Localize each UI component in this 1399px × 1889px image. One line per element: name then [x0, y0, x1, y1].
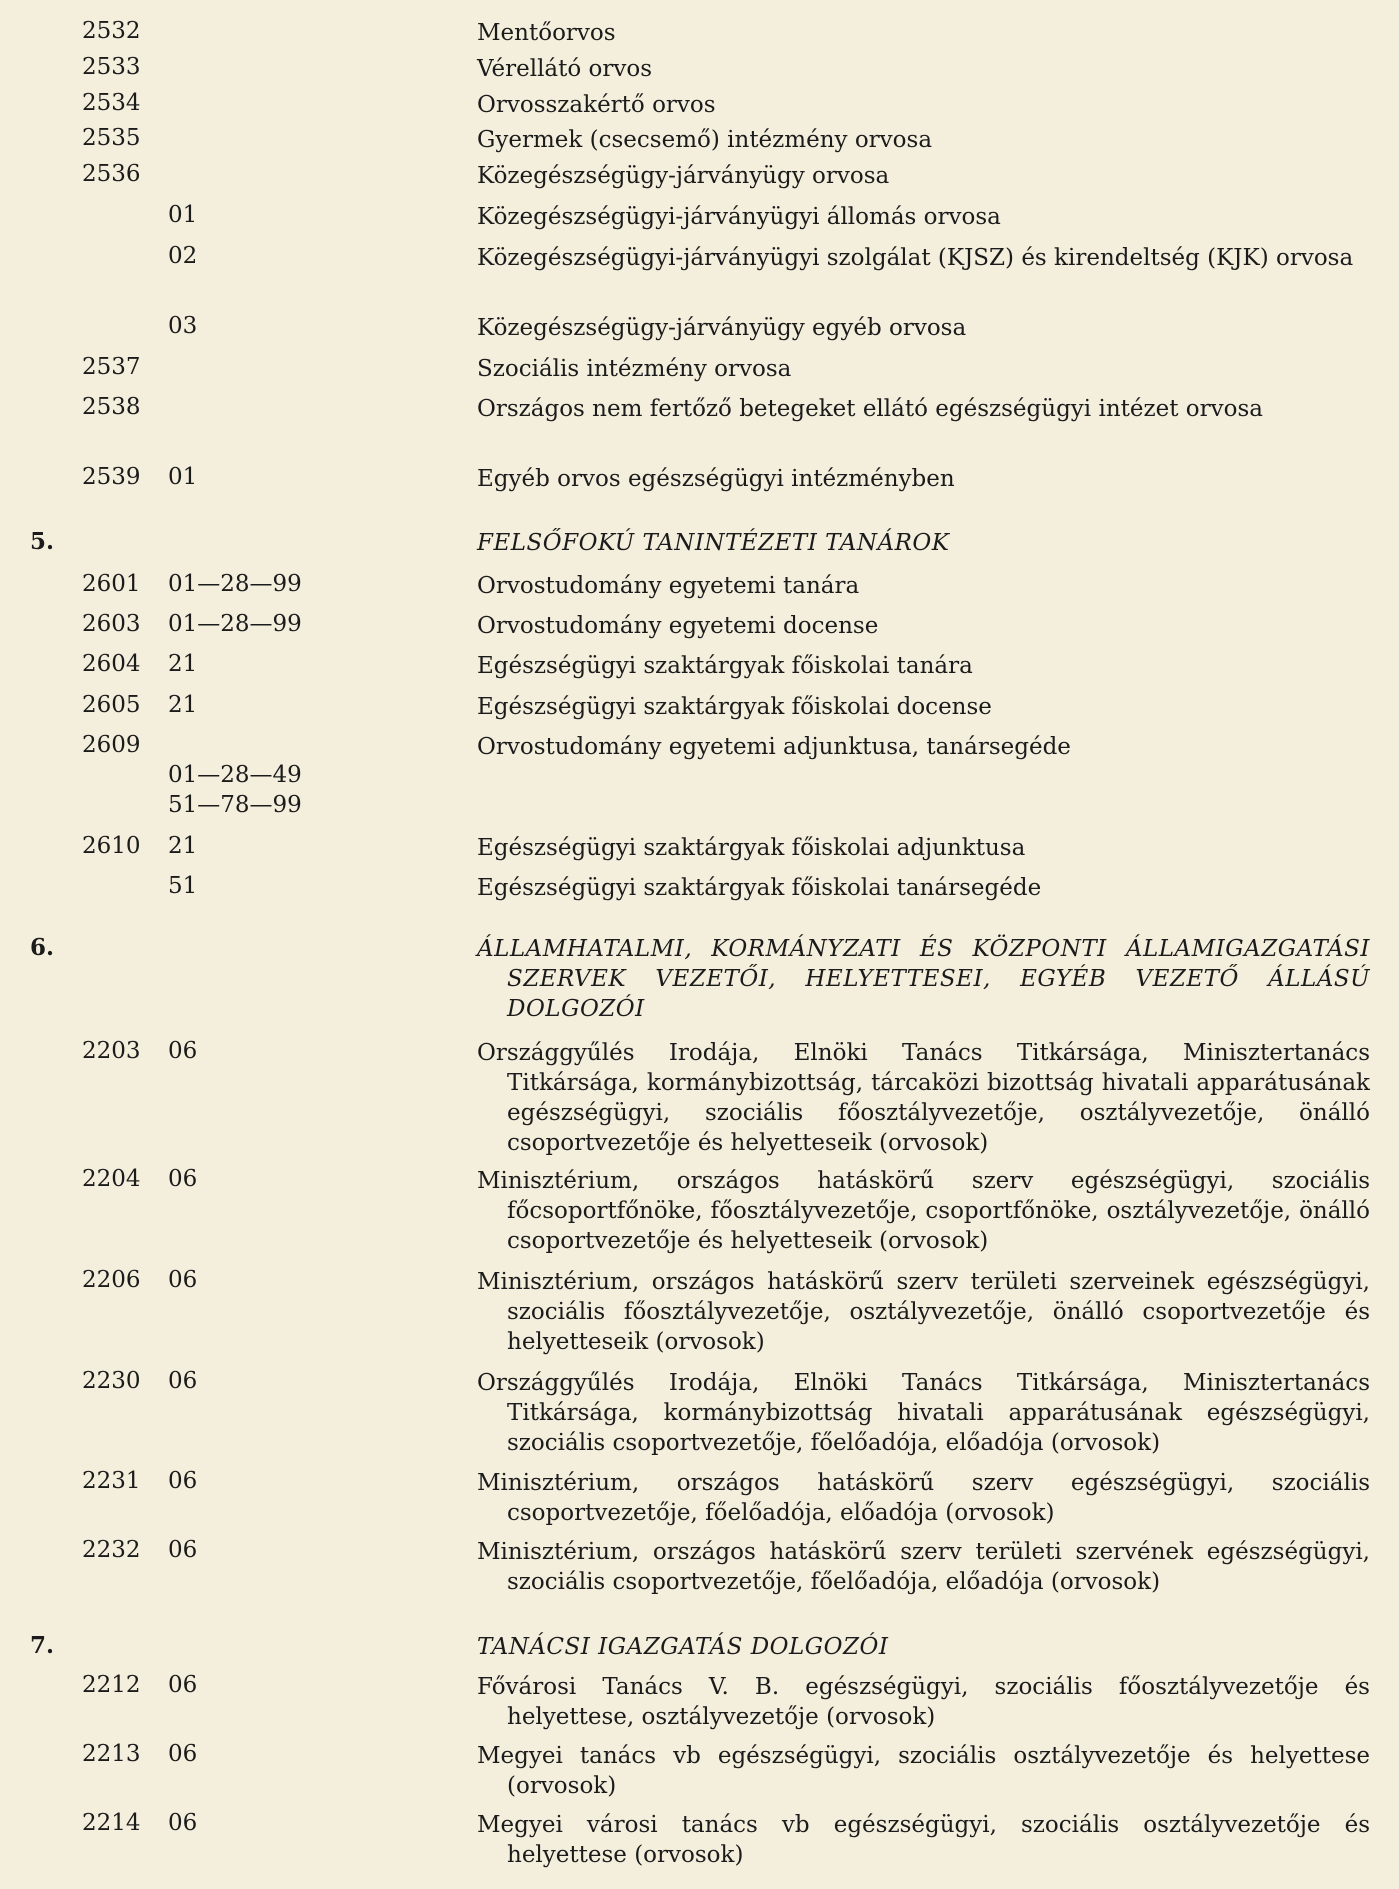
- description: Országgyűlés Irodája, Elnöki Tanács Titkársága, Minisztertanács Titkársága, kormánybizottság hivatali apparátusának egészségügyi, szociális csoportvezetője, főelőadója, előadója (orvosok): [477, 1370, 1370, 1456]
- code: 2232: [82, 1537, 141, 1563]
- code: 2206: [82, 1267, 141, 1293]
- subcode: 01—28—99: [168, 611, 302, 637]
- code: 2605: [82, 692, 141, 718]
- description: Egészségügyi szaktárgyak főiskolai tanára: [477, 653, 973, 679]
- description: Minisztérium, országos hatáskörű szerv területi szervének egészségügyi, szociális csoportvezetője, főelőadója, előadója (orvosok): [477, 1539, 1370, 1595]
- description: Egyéb orvos egészségügyi intézményben: [477, 466, 955, 492]
- description: Országos nem fertőző betegeket ellátó egészségügyi intézet orvosa: [477, 396, 1263, 422]
- description: Minisztérium, országos hatáskörű szerv területi szerveinek egészségügyi, szociális főosztályvezetője, osztályvezetője, önálló csoportvezetője és helyetteseik (orvosok): [477, 1269, 1370, 1355]
- description: Egészségügyi szaktárgyak főiskolai docense: [477, 694, 992, 720]
- description: Fővárosi Tanács V. B. egészségügyi, szociális főosztályvezetője és helyettese, osztályvezetője (orvosok): [477, 1674, 1370, 1730]
- subcode: 02: [168, 243, 198, 269]
- description: Közegészségügy-járványügy egyéb orvosa: [477, 315, 967, 341]
- section-title: FELSŐFOKÚ TANINTÉZETI TANÁROK: [477, 530, 950, 556]
- subcode: 06: [168, 1537, 198, 1563]
- description: Megyei tanács vb egészségügyi, szociális osztályvezetője és helyettese (orvosok): [477, 1743, 1370, 1799]
- subcode: 06: [168, 1468, 198, 1494]
- description: Mentőorvos: [477, 20, 616, 46]
- description: Egészségügyi szaktárgyak főiskolai adjunktusa: [477, 835, 1026, 861]
- description: Minisztérium, országos hatáskörű szerv egészségügyi, szociális főcsoportfőnöke, főosztályvezetője, csoportfőnöke, osztályvezetője, önálló csoportvezetője és helyetteseik (orvosok): [477, 1168, 1370, 1254]
- subcode: 21: [168, 692, 198, 718]
- section-number: 6.: [30, 934, 55, 961]
- subcode: 51—78—99: [168, 792, 302, 818]
- subcode: 01: [168, 464, 198, 490]
- code: 2534: [82, 90, 141, 116]
- description: Szociális intézmény orvosa: [477, 356, 792, 382]
- description: Közegészségügyi-járványügyi szolgálat (KJSZ) és kirendeltség (KJK) orvosa: [477, 245, 1354, 271]
- subcode: 06: [168, 1741, 198, 1767]
- description: Orvostudomány egyetemi docense: [477, 613, 879, 639]
- code: 2213: [82, 1741, 141, 1767]
- code: 2230: [82, 1368, 141, 1394]
- description: Közegészségügyi-járványügyi állomás orvosa: [477, 204, 1001, 230]
- subcode: 06: [168, 1368, 198, 1394]
- subcode: 21: [168, 651, 198, 677]
- description: Orvostudomány egyetemi tanára: [477, 573, 860, 599]
- section-number: 7.: [30, 1632, 55, 1659]
- code: 2604: [82, 651, 141, 677]
- code: 2538: [82, 394, 141, 420]
- subcode: 06: [168, 1038, 198, 1064]
- description: Országgyűlés Irodája, Elnöki Tanács Titkársága, Minisztertanács Titkársága, kormánybizottság, tárcaközi bizottság hivatali apparátusának egészségügyi, szociális főosztályvezetője, osztályvezetője, önálló csoportvezetője és helyetteseik (orvosok): [477, 1040, 1370, 1156]
- description: Vérellátó orvos: [477, 56, 653, 82]
- description: Gyermek (csecsemő) intézmény orvosa: [477, 127, 933, 153]
- code: 2533: [82, 54, 141, 80]
- code: 2535: [82, 125, 141, 151]
- description: Közegészségügy-járványügy orvosa: [477, 163, 890, 189]
- code: 2214: [82, 1810, 141, 1836]
- code: 2609: [82, 732, 141, 758]
- subcode: 51: [168, 873, 198, 899]
- section-title: ÁLLAMHATALMI, KORMÁNYZATI ÉS KÖZPONTI ÁLLAMIGAZGATÁSI SZERVEK VEZETŐI, HELYETTESEI, EGYÉB VEZETŐ ÁLLÁSÚ DOLGOZÓI: [477, 936, 1370, 1022]
- subcode: 06: [168, 1810, 198, 1836]
- section-title: TANÁCSI IGAZGATÁS DOLGOZÓI: [477, 1634, 889, 1660]
- subcode: 01—28—49: [168, 762, 302, 788]
- subcode: 06: [168, 1166, 198, 1192]
- code: 2536: [82, 161, 141, 187]
- subcode: 01: [168, 202, 198, 228]
- code: 2532: [82, 18, 141, 44]
- description: Minisztérium, országos hatáskörű szerv egészségügyi, szociális csoportvezetője, főelőadója, előadója (orvosok): [477, 1470, 1370, 1526]
- code: 2537: [82, 354, 141, 380]
- description: Megyei városi tanács vb egészségügyi, szociális osztályvezetője és helyettese (orvosok): [477, 1812, 1370, 1868]
- code: 2203: [82, 1038, 141, 1064]
- description: Orvostudomány egyetemi adjunktusa, tanársegéde: [477, 734, 1071, 760]
- code: 2231: [82, 1468, 141, 1494]
- code: 2601: [82, 571, 141, 597]
- subcode: 06: [168, 1267, 198, 1293]
- subcode: 06: [168, 1672, 198, 1698]
- code: 2610: [82, 833, 141, 859]
- code: 2603: [82, 611, 141, 637]
- code: 2539: [82, 464, 141, 490]
- subcode: 01—28—99: [168, 571, 302, 597]
- code: 2212: [82, 1672, 141, 1698]
- subcode: 03: [168, 313, 198, 339]
- description: Egészségügyi szaktárgyak főiskolai tanársegéde: [477, 875, 1042, 901]
- section-number: 5.: [30, 528, 55, 555]
- code: 2204: [82, 1166, 141, 1192]
- subcode: 21: [168, 833, 198, 859]
- description: Orvosszakértő orvos: [477, 92, 716, 118]
